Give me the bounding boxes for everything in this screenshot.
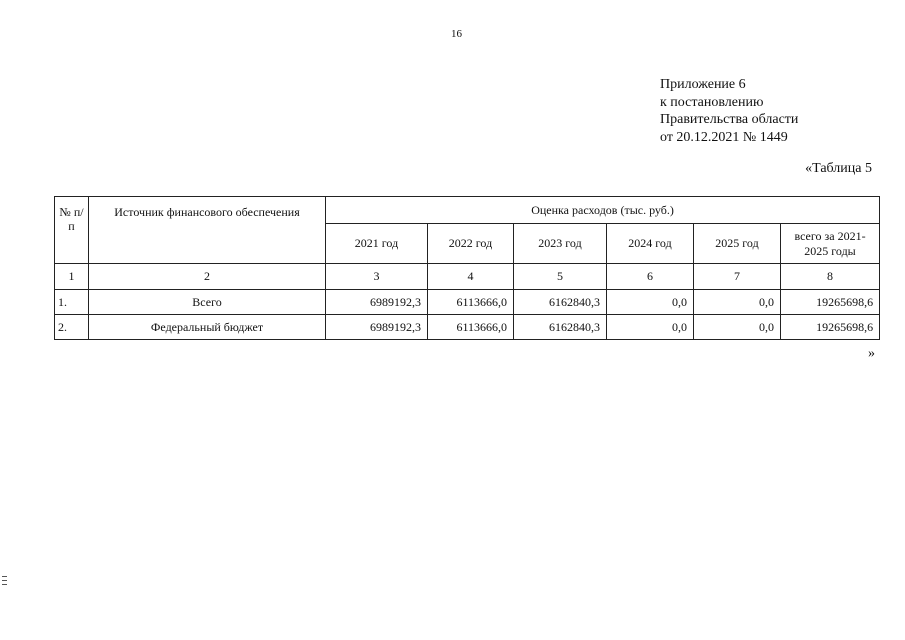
page-number: 16 [451,28,462,40]
appendix-block [660,76,798,146]
header-cell-year: 2021 год [326,224,428,264]
column-number-cell: 4 [428,264,514,290]
row-number-cell: 1. [55,290,89,315]
table-header-row [55,197,880,224]
column-number-cell: 7 [694,264,781,290]
column-number-cell: 1 [55,264,89,290]
header-cell-year: 2025 год [694,224,781,264]
closing-quote: » [868,346,875,361]
header-cell-number: № п/п [55,197,89,264]
header-cell-source: Источник финансового обеспечения [89,197,326,264]
header-cell-year: 2022 год [428,224,514,264]
scan-margin-marks [2,576,7,588]
column-numbers-row [55,264,880,290]
column-number-cell: 2 [89,264,326,290]
column-number-cell: 6 [607,264,694,290]
value-cell: 0,0 [607,315,694,340]
value-cell: 6113666,0 [428,290,514,315]
value-cell: 6989192,3 [326,315,428,340]
row-source-cell: Федеральный бюджет [89,315,326,340]
table-caption: «Таблица 5 [805,161,872,176]
header-cell-year: 2024 год [607,224,694,264]
row-number-cell: 2. [55,315,89,340]
row-source-cell: Всего [89,290,326,315]
table-row [55,315,880,340]
header-cell-total: всего за 2021-2025 годы [781,224,880,264]
appendix-line: Правительства области [660,112,799,127]
appendix-line: к постановлению [660,94,764,110]
table-row [55,290,880,315]
column-number-cell: 5 [514,264,607,290]
column-number-cell: 3 [326,264,428,290]
value-cell: 0,0 [694,315,781,340]
column-number-cell: 8 [781,264,880,290]
appendix-line: от 20.12.2021 № 1449 [660,129,788,145]
header-cell-year: 2023 год [514,224,607,264]
value-cell: 0,0 [607,290,694,315]
financing-table [54,196,880,340]
value-cell: 6162840,3 [514,290,607,315]
value-cell: 6989192,3 [326,290,428,315]
value-cell: 6113666,0 [428,315,514,340]
value-cell: 19265698,6 [781,290,880,315]
header-cell-expense-group: Оценка расходов (тыс. руб.) [326,197,880,224]
value-cell: 0,0 [694,290,781,315]
appendix-line: Приложение 6 [660,77,746,92]
value-cell: 19265698,6 [781,315,880,340]
value-cell: 6162840,3 [514,315,607,340]
